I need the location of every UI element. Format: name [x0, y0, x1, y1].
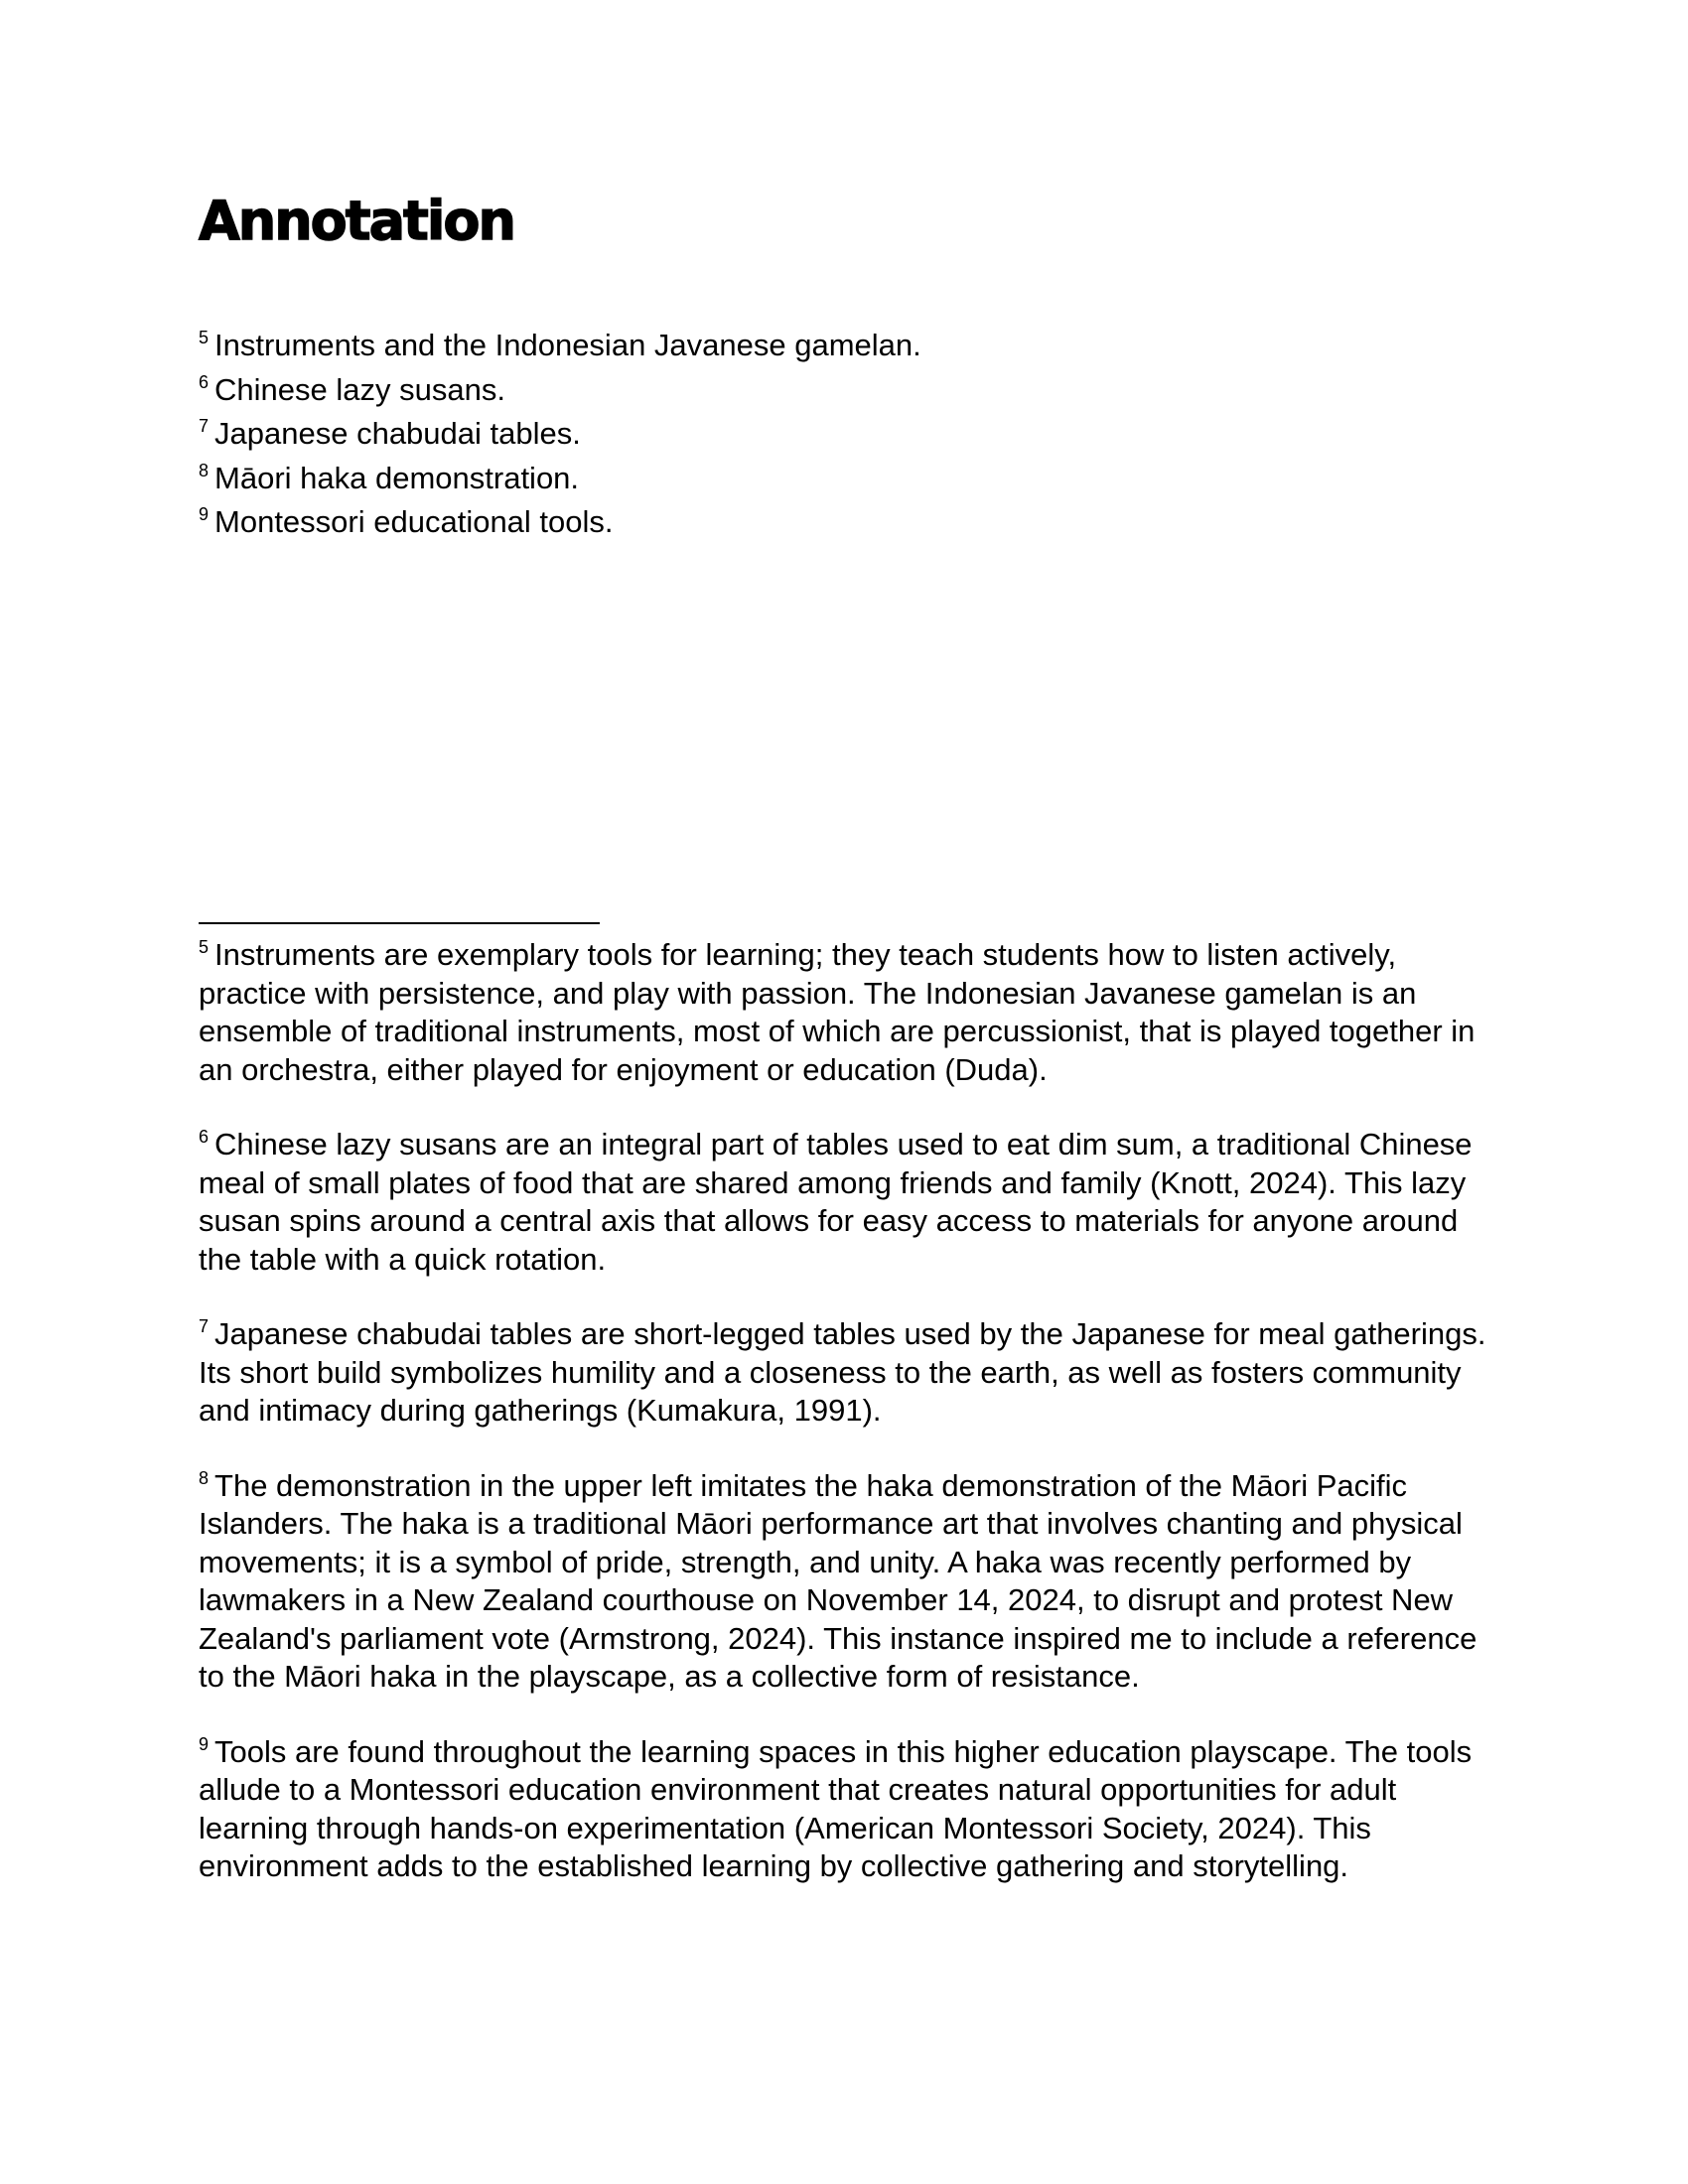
- footnote-number: 7: [199, 1316, 210, 1336]
- footnote-number: 6: [199, 1127, 210, 1147]
- footnote: [199, 1733, 1499, 1886]
- footnote-text: Chinese lazy susans are an integral part of tables used to eat dim sum, a traditional Chinese meal of small plates of food that are shared among friends and family (Knott, 2024). This lazy susan spins around a central axis that allows for easy access to materials for anyone around the table with a quick rotation.: [199, 1127, 1473, 1277]
- footnote-marker: 5: [199, 328, 210, 347]
- annotation-text: Chinese lazy susans.: [214, 371, 505, 407]
- footnote: [199, 936, 1499, 1089]
- footnote: [199, 1126, 1499, 1279]
- annotation-text: Japanese chabudai tables.: [214, 416, 581, 451]
- footnote-text: Japanese chabudai tables are short-legged tables used by the Japanese for meal gatherings. Its short build symbolizes humility and a closeness to the earth, as well as fosters community and intimacy during gatherings (Kumakura, 1991).: [199, 1316, 1486, 1428]
- annotation-text: Montessori educational tools.: [214, 504, 614, 539]
- footnote-separator: [199, 922, 600, 924]
- footnote-marker: 9: [199, 504, 210, 524]
- annotation-text: Māori haka demonstration.: [214, 460, 580, 495]
- footnote-marker: 8: [199, 460, 210, 480]
- annotation-item: [199, 324, 921, 368]
- footnote-text: The demonstration in the upper left imitates the haka demonstration of the Māori Pacific Islanders. The haka is a traditional Māori performance art that involves chanting and physical movements; it is a symbol of pride, strength, and unity. A haka was recently performed by lawmakers in a New Zealand courthouse on November 14, 2024, to disrupt and protest New Zealand's parliament vote (Armstrong, 2024). This instance inspired me to include a reference to the Māori haka in the playscape, as a collective form of resistance.: [199, 1467, 1477, 1694]
- footnote-marker: 6: [199, 371, 210, 392]
- footnote-text: Tools are found throughout the learning spaces in this higher education playscape. The tools allude to a Montessori education environment that creates natural opportunities for adult learning through hands-on experimentation (American Montessori Society, 2024). This environment adds to the established learning by collective gathering and storytelling.: [199, 1733, 1473, 1883]
- footnotes-section: [199, 936, 1499, 1923]
- footnote-number: 8: [199, 1467, 210, 1488]
- footnote-number: 9: [199, 1733, 210, 1754]
- footnote: [199, 1315, 1499, 1431]
- annotation-text: Instruments and the Indonesian Javanese gamelan.: [214, 328, 921, 362]
- footnote-text: Instruments are exemplary tools for learning; they teach students how to listen actively, practice with persistence, and play with passion. The Indonesian Javanese gamelan is an ensemble of traditional instruments, most of which are percussionist, that is played together in an orchestra, either played for enjoyment or education (Duda).: [199, 937, 1476, 1087]
- annotation-item: [199, 412, 921, 457]
- footnote: [199, 1467, 1499, 1697]
- annotation-item: [199, 500, 921, 545]
- annotation-list: [199, 324, 921, 545]
- footnote-number: 5: [199, 937, 210, 957]
- footnote-marker: 7: [199, 416, 210, 436]
- annotation-item: [199, 457, 921, 501]
- annotation-item: [199, 368, 921, 413]
- document-page: [199, 0, 1499, 2184]
- page-title: Annotation: [199, 190, 514, 252]
